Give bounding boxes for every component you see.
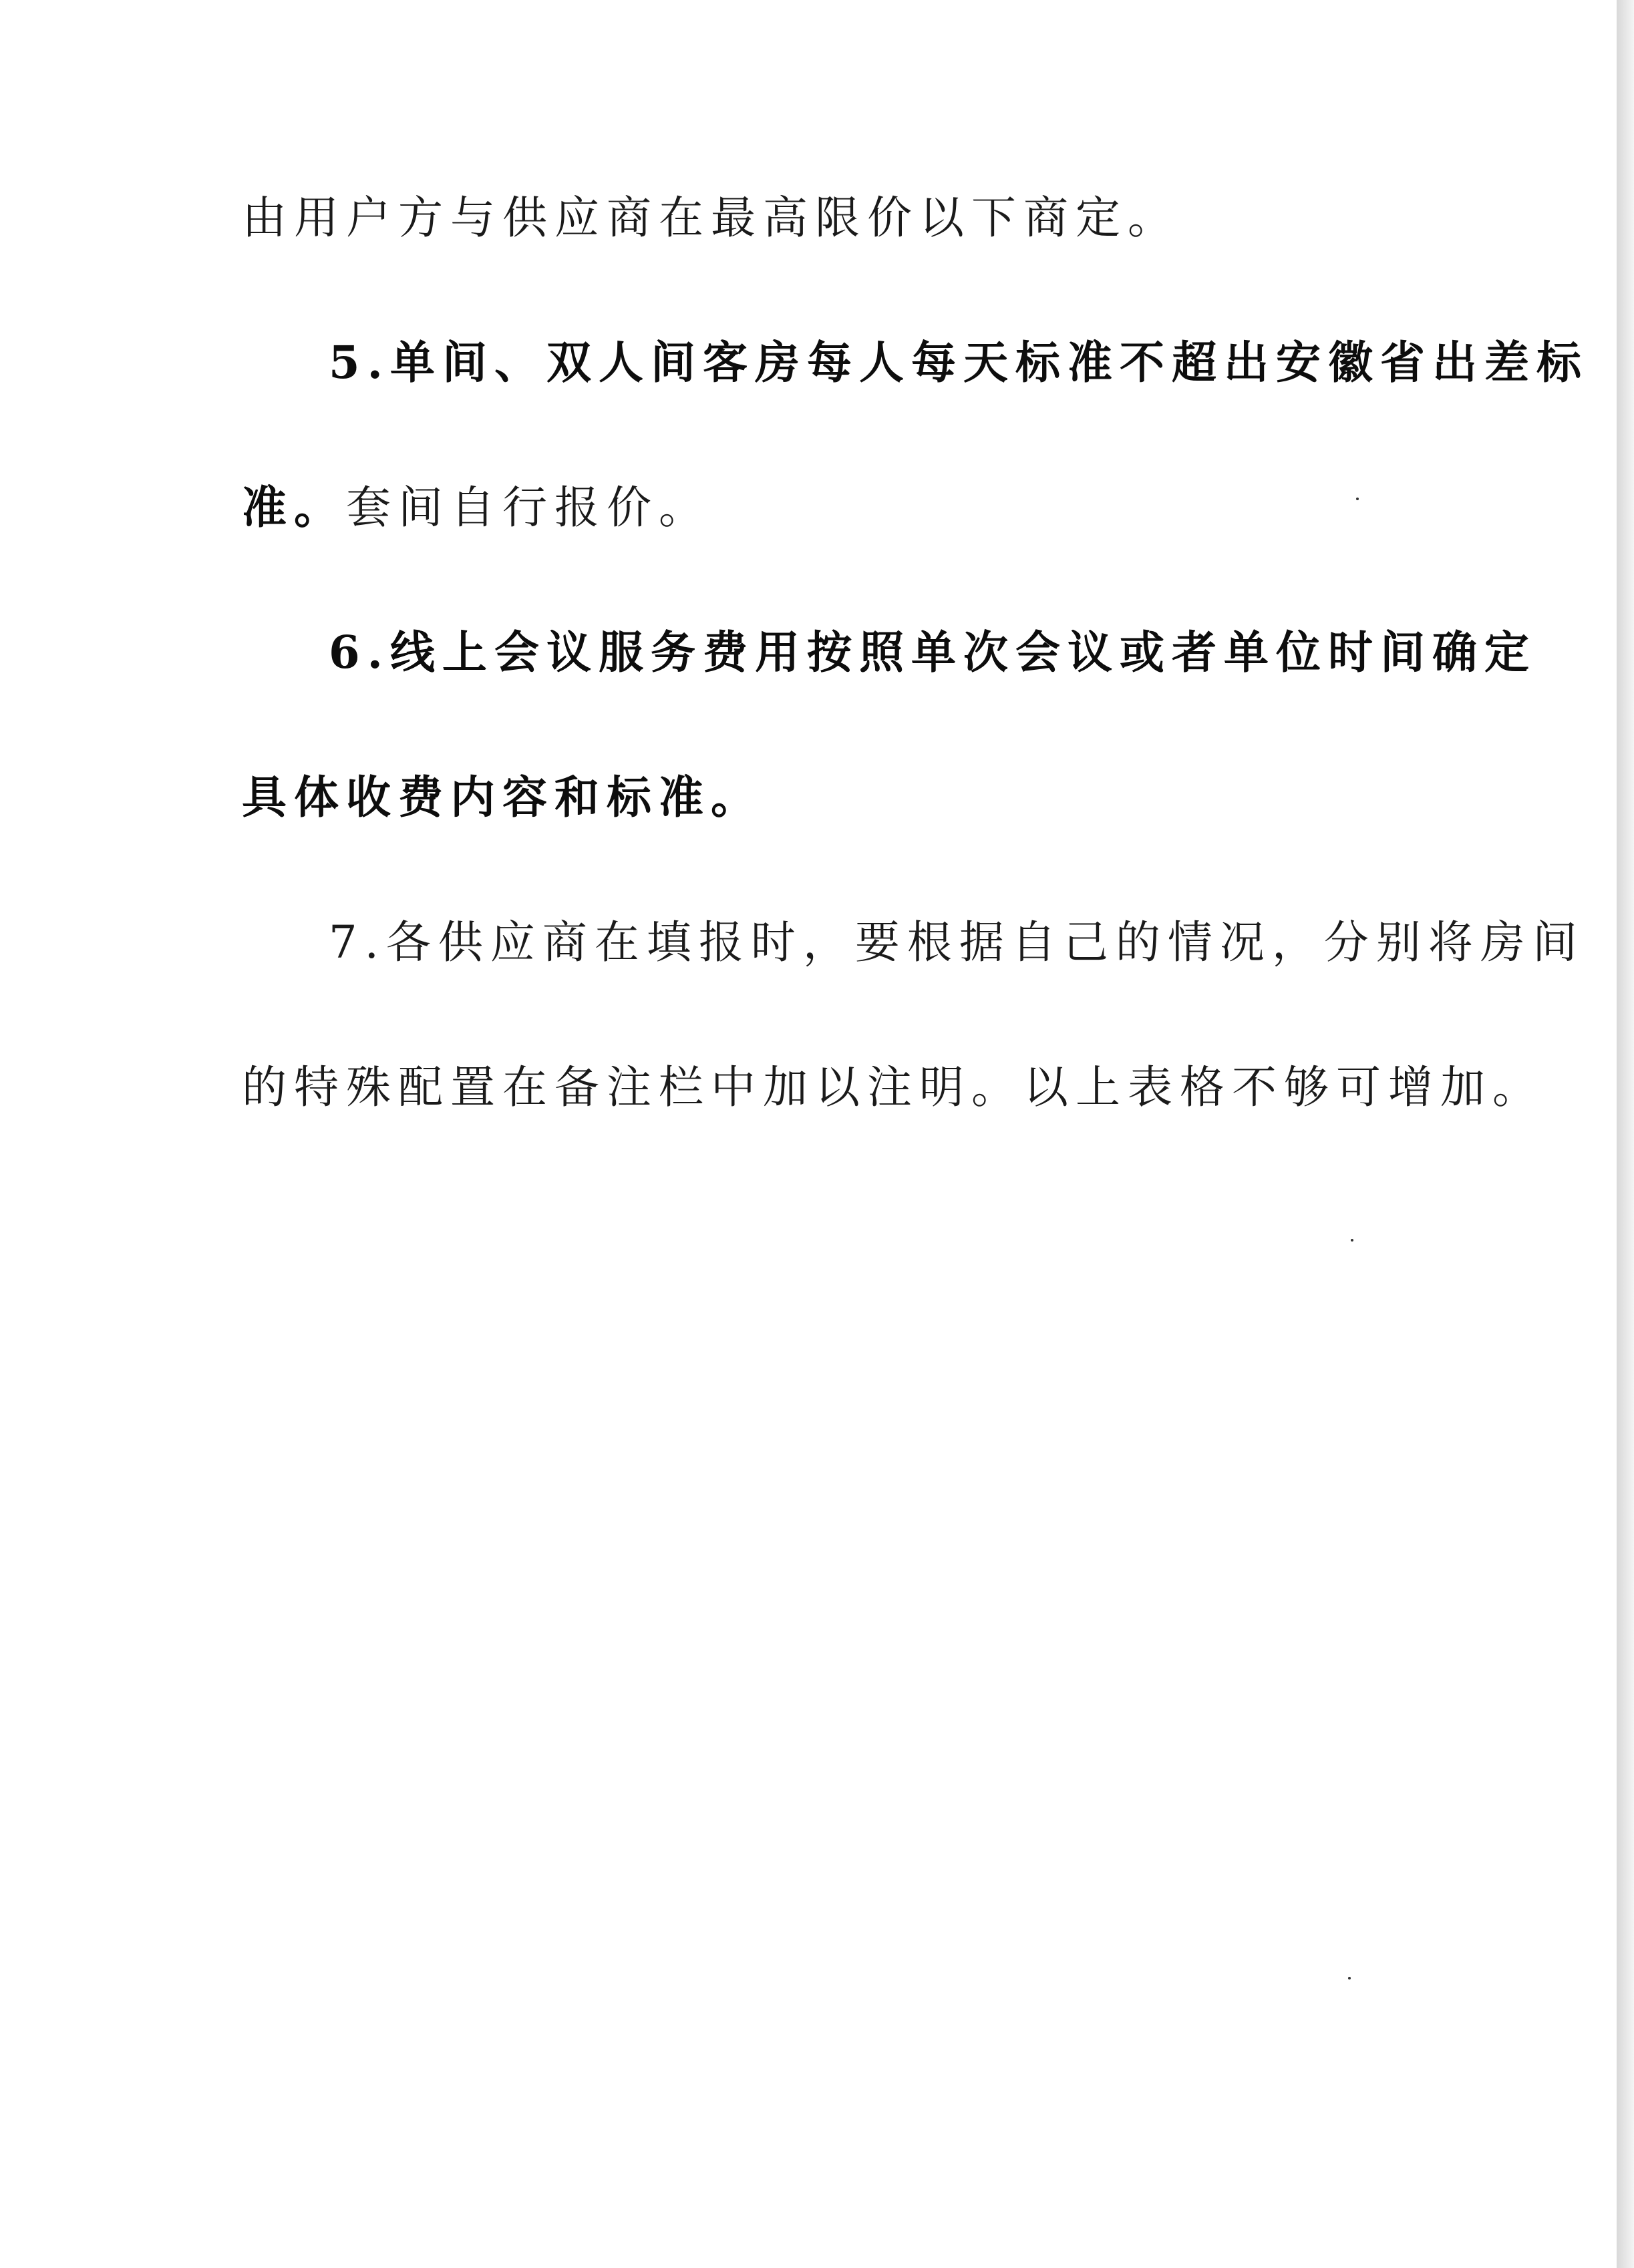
item-5-line-1: 5.单间、双人间客房每人每天标准不超出安徽省出差标 <box>329 336 1589 389</box>
item-6-line-2: 具体收费内容和标准。 <box>242 771 763 823</box>
item-6-line-1: 6.线上会议服务费用按照单次会议或者单位时间确定 <box>329 626 1536 679</box>
item-5-line-2 <box>242 481 1377 534</box>
page-edge-shadow <box>1617 0 1634 2268</box>
scan-speck <box>1348 1977 1351 1979</box>
scan-speck <box>1356 498 1359 500</box>
document-body <box>242 192 1589 1208</box>
scan-speck <box>1351 1239 1353 1242</box>
item-7-line-1: 7.各供应商在填报时，要根据自己的情况，分别将房间 <box>329 916 1585 968</box>
item-5-bold-end: 准。 <box>242 481 346 534</box>
paragraph-line: 由用户方与供应商在最高限价以下商定。 <box>242 192 1180 244</box>
item-7-line-2: 的特殊配置在备注栏中加以注明。以上表格不够可增加。 <box>242 1061 1544 1113</box>
item-5-normal-text: 套间自行报价。 <box>346 482 711 534</box>
